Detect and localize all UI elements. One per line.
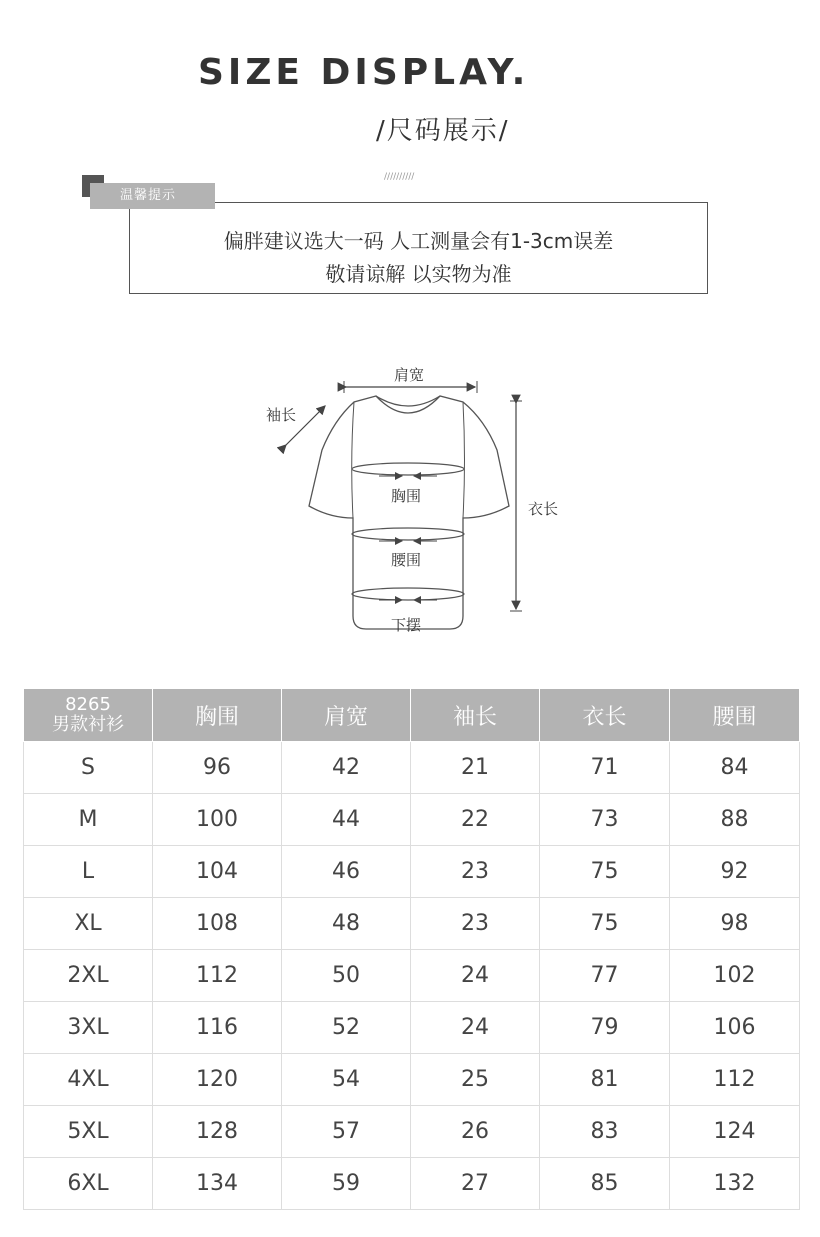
label-shoulder: 肩宽 (394, 366, 425, 384)
cell-size: S (24, 742, 153, 794)
table-row (24, 1054, 800, 1106)
cell-waist: 132 (670, 1158, 800, 1210)
cell-shoulder: 46 (282, 846, 411, 898)
cell-sleeve: 21 (411, 742, 540, 794)
table-row (24, 1106, 800, 1158)
cell-length: 85 (540, 1158, 670, 1210)
cell-size: L (24, 846, 153, 898)
cell-length: 71 (540, 742, 670, 794)
cell-chest: 116 (153, 1002, 282, 1054)
cell-sleeve: 25 (411, 1054, 540, 1106)
cell-size: XL (24, 898, 153, 950)
cell-length: 83 (540, 1106, 670, 1158)
cell-waist: 92 (670, 846, 800, 898)
cell-size: 3XL (24, 1002, 153, 1054)
cell-shoulder: 52 (282, 1002, 411, 1054)
size-table (23, 688, 800, 1210)
table-row (24, 950, 800, 1002)
tip-line-2: 敬请谅解 以实物为准 (325, 262, 512, 286)
cell-chest: 108 (153, 898, 282, 950)
cell-sleeve: 27 (411, 1158, 540, 1210)
sleeve-seam-right (463, 402, 465, 518)
cell-size: 6XL (24, 1158, 153, 1210)
cell-shoulder: 44 (282, 794, 411, 846)
cell-size: 2XL (24, 950, 153, 1002)
tip-label: 温馨提示 (90, 183, 215, 209)
table-row (24, 794, 800, 846)
label-hem: 下摆 (391, 616, 422, 634)
cell-shoulder: 59 (282, 1158, 411, 1210)
cell-length: 73 (540, 794, 670, 846)
table-row (24, 1002, 800, 1054)
header-model (24, 689, 153, 742)
label-sleeve: 袖长 (266, 406, 297, 424)
cell-length: 75 (540, 898, 670, 950)
hem-ellipse (352, 588, 464, 600)
label-chest: 胸围 (391, 487, 422, 505)
cell-sleeve: 24 (411, 1002, 540, 1054)
cell-size: M (24, 794, 153, 846)
table-row (24, 846, 800, 898)
cell-waist: 102 (670, 950, 800, 1002)
model-name: 男款衬衫 (52, 714, 124, 735)
page-title-cn: /尺码展示/ (376, 116, 510, 146)
label-waist: 腰围 (391, 551, 422, 569)
cell-chest: 120 (153, 1054, 282, 1106)
cell-length: 77 (540, 950, 670, 1002)
tshirt-outline (309, 396, 509, 629)
cell-size: 4XL (24, 1054, 153, 1106)
cell-chest: 104 (153, 846, 282, 898)
cell-waist: 84 (670, 742, 800, 794)
header-chest: 胸围 (153, 689, 282, 742)
cell-chest: 112 (153, 950, 282, 1002)
cell-chest: 100 (153, 794, 282, 846)
cell-shoulder: 42 (282, 742, 411, 794)
cell-shoulder: 54 (282, 1054, 411, 1106)
cell-waist: 106 (670, 1002, 800, 1054)
cell-sleeve: 23 (411, 898, 540, 950)
collar (376, 396, 440, 413)
header-sleeve: 袖长 (411, 689, 540, 742)
header-length: 衣长 (540, 689, 670, 742)
table-row (24, 742, 800, 794)
page-title-en: SIZE DISPLAY. (198, 52, 530, 93)
cell-sleeve: 26 (411, 1106, 540, 1158)
cell-shoulder: 48 (282, 898, 411, 950)
label-length: 衣长 (528, 500, 559, 518)
cell-sleeve: 23 (411, 846, 540, 898)
cell-waist: 112 (670, 1054, 800, 1106)
model-number: 8265 (65, 694, 111, 715)
tip-line-1: 偏胖建议选大一码 人工测量会有1-3cm误差 (223, 229, 614, 253)
sleeve-seam-left (352, 402, 354, 518)
table-row (24, 1158, 800, 1210)
cell-length: 75 (540, 846, 670, 898)
header-shoulder: 肩宽 (282, 689, 411, 742)
cell-sleeve: 24 (411, 950, 540, 1002)
cell-chest: 134 (153, 1158, 282, 1210)
cell-chest: 128 (153, 1106, 282, 1158)
header-waist: 腰围 (670, 689, 800, 742)
waist-ellipse (352, 528, 464, 540)
cell-shoulder: 50 (282, 950, 411, 1002)
cell-chest: 96 (153, 742, 282, 794)
cell-shoulder: 57 (282, 1106, 411, 1158)
decorative-divider: ////////// (384, 172, 415, 182)
cell-size: 5XL (24, 1106, 153, 1158)
cell-length: 81 (540, 1054, 670, 1106)
cell-waist: 88 (670, 794, 800, 846)
chest-ellipse (352, 463, 464, 475)
cell-sleeve: 22 (411, 794, 540, 846)
table-header-row (24, 689, 800, 742)
table-row (24, 898, 800, 950)
cell-waist: 98 (670, 898, 800, 950)
cell-length: 79 (540, 1002, 670, 1054)
cell-waist: 124 (670, 1106, 800, 1158)
